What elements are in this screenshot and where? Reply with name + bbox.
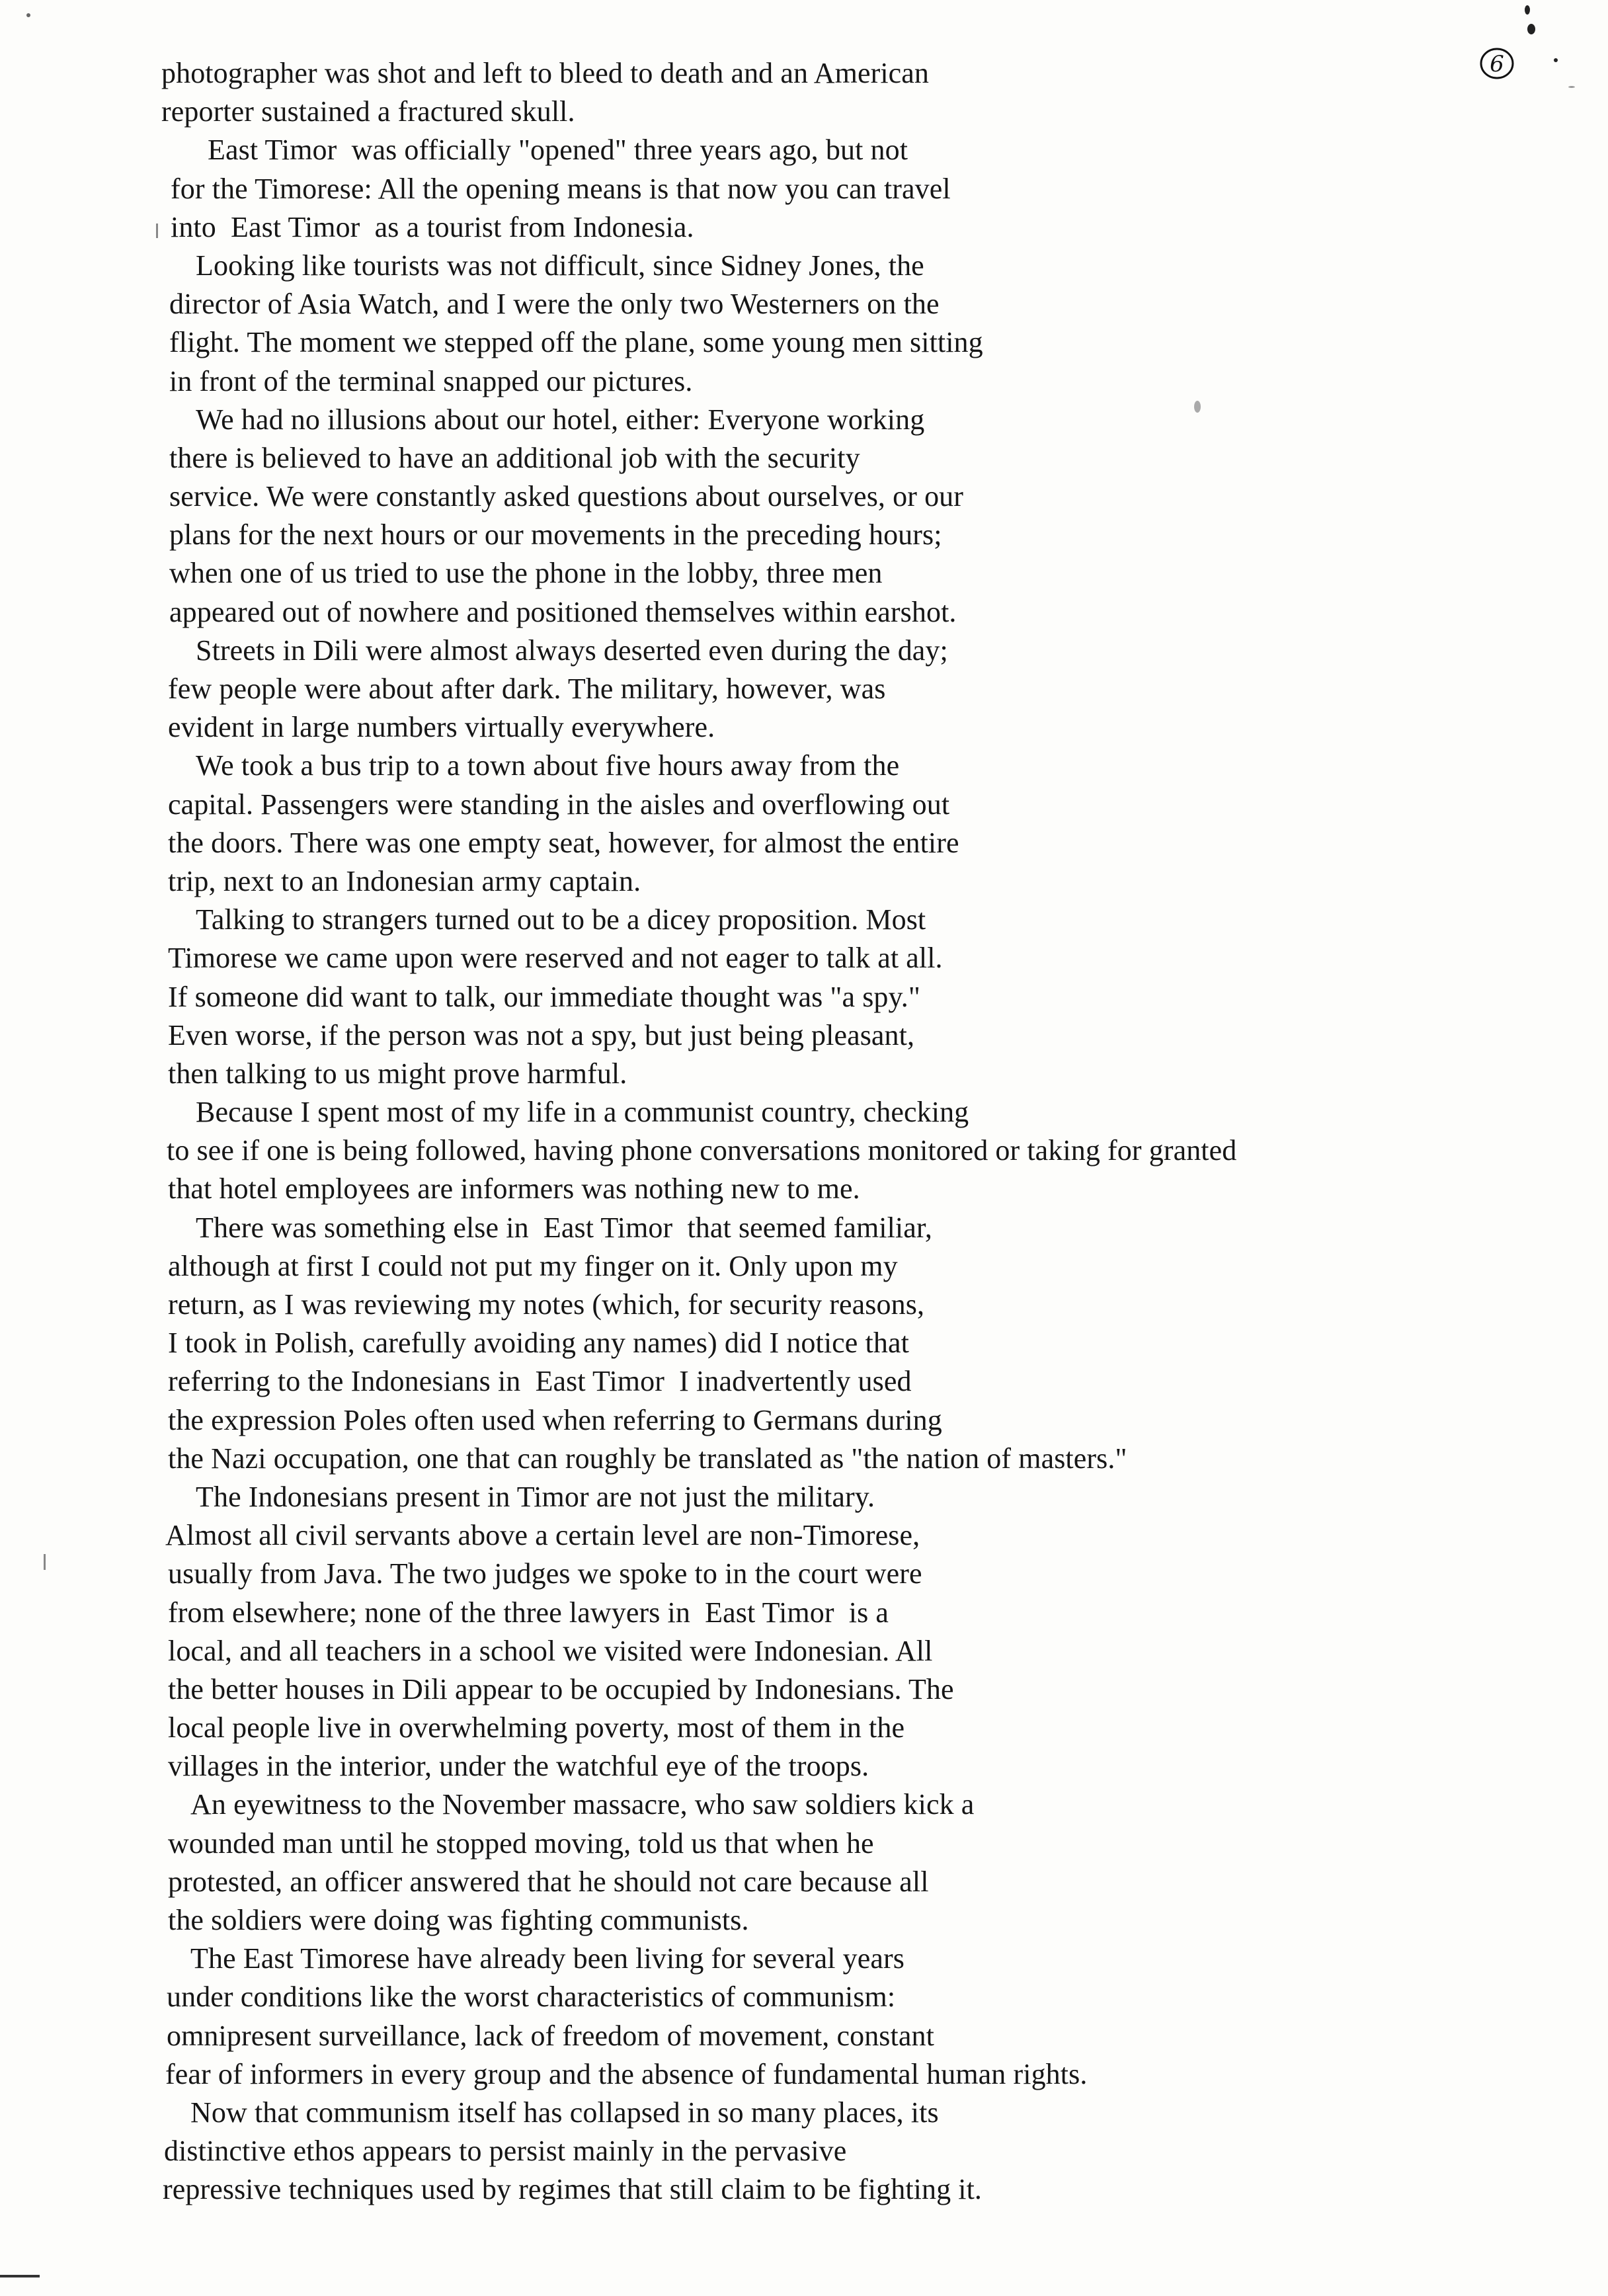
text-line: The Indonesians present in Timor are not just the military. <box>196 1480 875 1513</box>
text-line: referring to the Indonesians in East Timor I inadvertently used <box>168 1365 912 1398</box>
text-line: few people were about after dark. The military, however, was <box>168 673 886 705</box>
text-line: in front of the terminal snapped our pictures. <box>169 364 693 397</box>
scan-speck <box>1554 58 1558 62</box>
scan-speck <box>1527 24 1535 34</box>
text-line: return, as I was reviewing my notes (which, for security reasons, <box>168 1288 925 1321</box>
text-line: appeared out of nowhere and positioned themselves within earshot. <box>169 595 957 628</box>
text-line: when one of us tried to use the phone in the lobby, three men <box>169 557 883 590</box>
text-line: usually from Java. The two judges we spoke to in the court were <box>168 1557 922 1590</box>
text-line: repressive techniques used by regimes that still claim to be fighting it. <box>163 2173 983 2206</box>
text-line: Talking to strangers turned out to be a dicey proposition. Most <box>196 903 926 936</box>
text-line: wounded man until he stopped moving, told us that when he <box>168 1826 874 1860</box>
text-line: trip, next to an Indonesian army captain. <box>168 864 641 897</box>
text-line: reporter sustained a fractured skull. <box>161 95 575 128</box>
text-line: Now that communism itself has collapsed in so many places, its <box>190 2096 939 2129</box>
text-line: Even worse, if the person was not a spy, but just being pleasant, <box>168 1018 915 1051</box>
text-line: photographer was shot and left to bleed to death and an American <box>161 57 930 89</box>
text-line: local people live in overwhelming poverty, most of them in the <box>168 1711 905 1744</box>
text-line: service. We were constantly asked questions about ourselves, or our <box>169 480 964 513</box>
scan-speck <box>1525 5 1530 15</box>
text-line: for the Timorese: All the opening means is that now you can travel <box>171 172 951 205</box>
text-line: director of Asia Watch, and I were the only two Westerners on the <box>169 288 940 321</box>
text-line: from elsewhere; none of the three lawyers in East Timor is a <box>168 1596 889 1629</box>
text-line: The East Timorese have already been living for several years <box>190 1942 904 1975</box>
text-line: Because I spent most of my life in a communist country, checking <box>196 1096 969 1129</box>
text-line: I took in Polish, carefully avoiding any names) did I notice that <box>168 1327 909 1360</box>
text-line: East Timor was officially "opened" three years ago, but not <box>208 134 908 167</box>
text-line: distinctive ethos appears to persist mainly in the pervasive <box>164 2135 847 2168</box>
text-line: plans for the next hours or our movements in the preceding hours; <box>169 518 942 552</box>
text-line: there is believed to have an additional job with the security <box>169 441 860 474</box>
scan-speck <box>26 13 30 17</box>
scan-speck <box>1568 86 1575 88</box>
text-line: There was something else in East Timor that seemed familiar, <box>196 1211 932 1244</box>
text-line: local, and all teachers in a school we visited were Indonesian. All <box>168 1634 933 1667</box>
text-line: We took a bus trip to a town about five hours away from the <box>196 749 900 782</box>
text-line: that hotel employees are informers was nothing new to me. <box>168 1172 860 1206</box>
article-body <box>161 54 1484 2209</box>
scan-edge-mark <box>0 2275 40 2277</box>
text-line: evident in large numbers virtually everywhere. <box>168 711 715 744</box>
text-line: villages in the interior, under the watchful eye of the troops. <box>168 1750 869 1783</box>
text-line: the doors. There was one empty seat, however, for almost the entire <box>168 826 959 859</box>
text-line: the Nazi occupation, one that can roughly be translated as "the nation of masters." <box>168 1442 1127 1475</box>
text-line: the expression Poles often used when referring to Germans during <box>168 1403 942 1436</box>
margin-mark <box>44 1554 46 1570</box>
text-line: Looking like tourists was not difficult, since Sidney Jones, the <box>196 249 924 282</box>
text-line: capital. Passengers were standing in the aisles and overflowing out <box>168 788 950 821</box>
text-line: We had no illusions about our hotel, either: Everyone working <box>196 403 925 436</box>
text-line: then talking to us might prove harmful. <box>168 1057 627 1090</box>
text-line: Timorese we came upon were reserved and not eager to talk at all. <box>168 942 943 975</box>
text-line: Almost all civil servants above a certain level are non-Timorese, <box>165 1519 920 1552</box>
text-line: under conditions like the worst characteristics of communism: <box>167 1981 896 2014</box>
text-line: into East Timor as a tourist from Indonesia. <box>171 210 694 243</box>
text-line: fear of informers in every group and the absence of fundamental human rights. <box>165 2057 1088 2090</box>
text-line: the soldiers were doing was fighting communists. <box>168 1904 749 1936</box>
text-line: to see if one is being followed, having phone conversations monitored or taking for granted <box>167 1134 1237 1167</box>
text-line: Streets in Dili were almost always deserted even during the day; <box>196 634 948 667</box>
svg-text:6: 6 <box>1490 51 1504 77</box>
margin-mark <box>156 224 158 238</box>
text-line: omnipresent surveillance, lack of freedom of movement, constant <box>167 2019 934 2052</box>
text-line: If someone did want to talk, our immediate thought was "a spy." <box>168 980 920 1013</box>
text-line: although at first I could not put my finger on it. Only upon my <box>168 1249 898 1282</box>
text-line: flight. The moment we stepped off the plane, some young men sitting <box>169 326 983 359</box>
text-line: the better houses in Dili appear to be occupied by Indonesians. The <box>168 1672 954 1705</box>
text-line: protested, an officer answered that he should not care because all <box>168 1865 929 1898</box>
text-line: An eyewitness to the November massacre, who saw soldiers kick a <box>190 1788 975 1821</box>
